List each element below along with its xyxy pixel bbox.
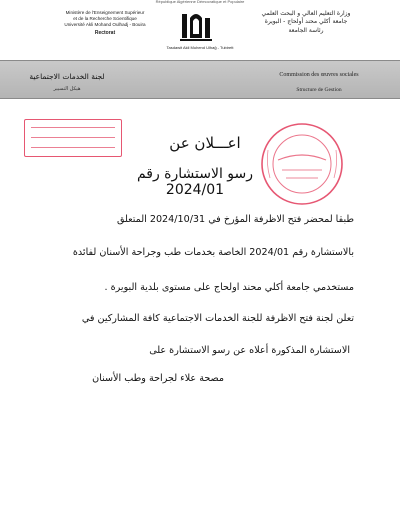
announcement-title: اعـــلان عن — [169, 134, 241, 152]
ministry-line-ar: وزارة التعليم العالي و البحث العلمي — [261, 10, 351, 17]
ministry-line-1: Ministère de l'Enseignement Supérieur — [65, 10, 145, 15]
committee-title-fr: Commission des œuvres sociales — [279, 72, 359, 78]
body-line-2: بالاستشارة رقم 2024/01 الخاصة بخدمات طب وجراحة الأسنان لفائدة — [72, 247, 354, 258]
body-line-3: مستخدمي جامعة أكلي محند اولحاج على مستوى بلدية البويرة . — [104, 282, 354, 293]
university-name-fr: Université Akli Mohand Oulhadj - Bouira — [64, 22, 146, 28]
body-line-1: طبقا لمحضر فتح الاظرفة المؤرخ في 2024/10/31 المتعلق — [116, 214, 354, 225]
logo-caption: Tasdawit Akli Muhend Ulhağ - Tubirett — [166, 45, 234, 50]
header-right-ar — [246, 10, 366, 35]
header-left-fr — [46, 10, 164, 36]
body-line-4: تعلن لجنة فتح الاظرفة للجنة الخدمات الاجتماعية كافة المشاركين في — [81, 313, 354, 324]
rectangular-stamp — [24, 119, 122, 157]
ministry-line-2: et de la Recherche Scientifique — [73, 16, 137, 22]
committee-sub-fr: Structure de Gestion — [296, 87, 342, 93]
committee-sub-ar: هيكل التسيير — [53, 86, 81, 92]
announcement-subtitle: رسو الاستشارة رقم 2024/01 — [136, 166, 254, 198]
rectorat-label: Rectorat — [94, 29, 116, 36]
university-logo — [176, 8, 216, 44]
presidency-label-ar: رئاسة الجامعة — [288, 26, 324, 34]
university-name-ar: جامعة أكلي محند أولحاج - البويرة — [264, 18, 348, 26]
republic-line: République Algérienne Démocratique et Populaire — [155, 0, 245, 4]
committee-title-ar: لجنة الخدمات الاجتماعية — [29, 72, 105, 81]
body-line-6: مصحة علاء لجراحة وطب الأسنان — [92, 373, 224, 384]
body-line-5: الاستشارة المذكورة أعلاه عن رسو الاستشارة على — [149, 345, 350, 356]
